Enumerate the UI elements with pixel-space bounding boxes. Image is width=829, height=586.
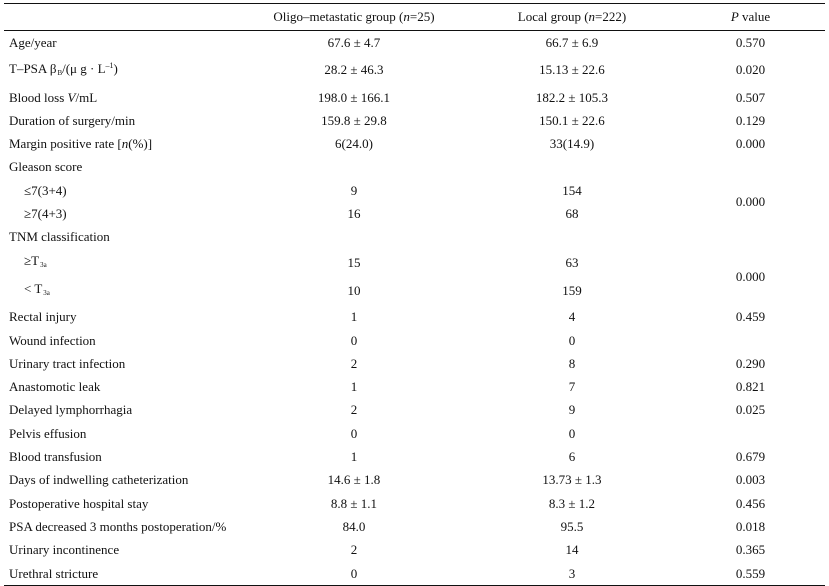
- cell-oligo: 1: [350, 309, 358, 325]
- cell-oligo: 6(24.0): [335, 136, 373, 152]
- table-row: [4, 54, 825, 85]
- table-row: [4, 538, 825, 561]
- cell-empty: [240, 225, 468, 248]
- cell-oligo: 84.0: [342, 518, 366, 534]
- row-label-tnm-ge-t3a: ≥T3a: [24, 252, 47, 269]
- cell-empty: [676, 155, 825, 178]
- cell-local: 154: [562, 182, 582, 198]
- cell-local: 68: [565, 206, 579, 222]
- row-label-stricture: Urethral stricture: [4, 562, 240, 586]
- cell-oligo: 0: [350, 332, 358, 348]
- cell-p: 0.456: [735, 495, 766, 511]
- comparison-table: [4, 3, 825, 586]
- cell-local: 0: [568, 332, 576, 348]
- table-row: [4, 492, 825, 515]
- cell-p: 0.821: [735, 379, 766, 395]
- cell-p: 0.570: [735, 35, 766, 50]
- row-label-margin: Margin positive rate [n(%)]: [9, 136, 153, 152]
- cell-p: 0.003: [735, 472, 766, 488]
- cell-p: 0.020: [735, 62, 766, 78]
- cell-local: 7: [568, 379, 576, 395]
- row-label-gleason-le7: ≤7(3+4): [24, 182, 67, 198]
- cell-local: 4: [568, 309, 576, 325]
- cell-local: 159: [562, 283, 582, 299]
- row-label-rectal: Rectal injury: [9, 309, 77, 325]
- cell-oligo: 9: [350, 182, 358, 198]
- cell-p-merged: 0.000: [735, 269, 766, 285]
- cell-local: 8: [568, 355, 576, 371]
- table-header: [4, 4, 825, 31]
- cell-empty: [468, 155, 676, 178]
- cell-p: 0.025: [735, 402, 766, 418]
- table-row: [4, 375, 825, 398]
- row-label-tnm-lt-t3a: < T3a: [24, 280, 50, 297]
- table-row: [4, 225, 825, 248]
- cell-local: 3: [468, 562, 676, 586]
- cell-oligo: 10: [347, 283, 361, 299]
- cell-p: 0.129: [735, 112, 766, 128]
- row-label-tnm: TNM classification: [9, 229, 110, 245]
- cell-oligo: 28.2 ± 46.3: [324, 62, 384, 78]
- cell-p: 0.290: [735, 355, 766, 371]
- header-oligo-group: Oligo–metastatic group (n=25): [240, 4, 468, 31]
- cell-p: [676, 329, 825, 352]
- row-label-catheterization: Days of indwelling catheterization: [9, 472, 189, 488]
- cell-p-merged: 0.000: [735, 194, 766, 210]
- row-label-hospital-stay: Postoperative hospital stay: [9, 495, 149, 511]
- table-row: [4, 179, 825, 202]
- cell-local: 66.7 ± 6.9: [545, 35, 599, 50]
- cell-local: 0: [568, 425, 576, 441]
- table-body: [4, 31, 825, 586]
- cell-local: 150.1 ± 22.6: [539, 112, 605, 128]
- cell-oligo: 159.8 ± 29.8: [321, 112, 387, 128]
- table-row: [4, 109, 825, 132]
- cell-oligo: 16: [347, 206, 361, 222]
- table-row: [4, 352, 825, 375]
- header-blank: [4, 4, 240, 31]
- cell-oligo: 1: [350, 449, 358, 465]
- row-label-uti: Urinary tract infection: [9, 355, 126, 371]
- cell-oligo: 67.6 ± 4.7: [327, 35, 381, 50]
- cell-local: 6: [568, 449, 576, 465]
- cell-p: 0.365: [735, 542, 766, 558]
- cell-empty: [468, 225, 676, 248]
- header-p-value: P value: [676, 4, 825, 31]
- cell-oligo: 0: [240, 562, 468, 586]
- cell-oligo: 2: [350, 355, 358, 371]
- cell-empty: [676, 225, 825, 248]
- row-label-anastomotic: Anastomotic leak: [9, 379, 101, 395]
- cell-local: 63: [565, 255, 579, 271]
- row-label-transfusion: Blood transfusion: [9, 449, 102, 465]
- row-label-duration: Duration of surgery/min: [9, 112, 136, 128]
- row-label-gleason: Gleason score: [9, 159, 83, 175]
- cell-local: 8.3 ± 1.2: [548, 495, 596, 511]
- row-label-incontinence: Urinary incontinence: [9, 542, 120, 558]
- cell-p: 0.018: [735, 518, 766, 534]
- table-row: [4, 249, 825, 277]
- table-row: [4, 398, 825, 421]
- cell-local: 182.2 ± 105.3: [535, 89, 609, 105]
- cell-p: 0.459: [735, 309, 766, 325]
- cell-oligo: 1: [350, 379, 358, 395]
- cell-local: 13.73 ± 1.3: [542, 472, 602, 488]
- row-label-wound: Wound infection: [9, 332, 96, 348]
- cell-oligo: 15: [347, 255, 361, 271]
- cell-oligo: 2: [350, 542, 358, 558]
- row-label-blood-loss: Blood loss V/mL: [9, 89, 98, 105]
- row-label-age: Age/year: [9, 35, 57, 50]
- table-row: [4, 155, 825, 178]
- cell-local: 33(14.9): [549, 136, 595, 152]
- table-row: [4, 445, 825, 468]
- table-row: [4, 86, 825, 109]
- table-row: [4, 132, 825, 155]
- cell-oligo: 8.8 ± 1.1: [330, 495, 378, 511]
- cell-local: 95.5: [560, 518, 584, 534]
- cell-local: 14: [565, 542, 579, 558]
- table-row: [4, 468, 825, 491]
- cell-oligo: 2: [350, 402, 358, 418]
- cell-empty: [240, 155, 468, 178]
- cell-p: 0.559: [676, 562, 825, 586]
- cell-oligo: 0: [350, 425, 358, 441]
- row-label-pelvis: Pelvis effusion: [9, 425, 87, 441]
- row-label-tpsa: T–PSA βB/(μ $g \cdot L^{-1}$): [9, 61, 118, 78]
- row-label-lymphorrhagia: Delayed lymphorrhagia: [9, 402, 133, 418]
- table-row: [4, 329, 825, 352]
- cell-p: 0.679: [735, 449, 766, 465]
- cell-p: 0.000: [735, 136, 766, 152]
- cell-oligo: 14.6 ± 1.8: [327, 472, 381, 488]
- table-row: [4, 515, 825, 538]
- table-row: [4, 422, 825, 445]
- header-row: [4, 4, 825, 31]
- table-row: [4, 31, 825, 55]
- cell-local: 15.13 ± 22.6: [539, 62, 605, 78]
- cell-p: [676, 422, 825, 445]
- table-row: [4, 562, 825, 586]
- cell-local: 9: [568, 402, 576, 418]
- table-row: [4, 305, 825, 328]
- header-local-group: Local group (n=222): [468, 4, 676, 31]
- cell-oligo: 198.0 ± 166.1: [317, 89, 391, 105]
- row-label-psa-decreased: PSA decreased 3 months postoperation/%: [9, 518, 227, 534]
- row-label-gleason-ge7: ≥7(4+3): [24, 206, 67, 222]
- cell-p: 0.507: [735, 89, 766, 105]
